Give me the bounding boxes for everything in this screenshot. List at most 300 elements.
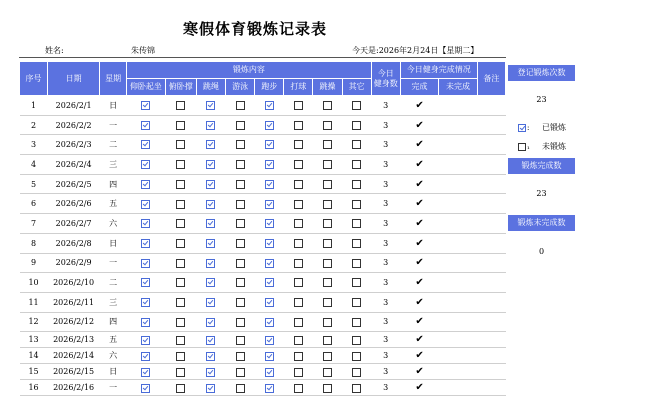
exercise-checkbox[interactable]	[236, 318, 245, 327]
exercise-checkbox[interactable]	[176, 101, 185, 110]
exercise-checkbox[interactable]	[176, 352, 185, 361]
exercise-checkbox[interactable]	[294, 101, 303, 110]
exercise-checkbox[interactable]	[236, 278, 245, 287]
row-note	[477, 332, 505, 348]
row-date: 2026/2/8	[48, 233, 100, 253]
row-count: 3	[371, 348, 400, 364]
row-weekday: 四	[100, 312, 127, 332]
exercise-cell	[342, 96, 371, 116]
exercise-cell	[226, 380, 255, 396]
exercise-checkbox[interactable]	[352, 160, 361, 169]
row-count: 3	[371, 233, 400, 253]
exercise-checkbox[interactable]	[294, 259, 303, 268]
exercise-checkbox[interactable]	[323, 298, 332, 307]
exercise-checkbox[interactable]	[323, 352, 332, 361]
exercise-checkbox[interactable]	[323, 140, 332, 149]
header-item: 跑步	[255, 79, 284, 96]
exercise-cell	[226, 174, 255, 194]
exercise-checkbox[interactable]	[176, 239, 185, 248]
exercise-cell	[342, 380, 371, 396]
exercise-checkbox[interactable]	[323, 121, 332, 130]
exercise-cell	[196, 380, 225, 396]
name-value: 朱传锦	[131, 46, 155, 55]
exercise-checkbox[interactable]	[176, 318, 185, 327]
table-row	[20, 348, 506, 364]
row-undone	[439, 214, 478, 234]
exercise-checkbox[interactable]	[294, 160, 303, 169]
row-done-mark: ✔	[400, 380, 439, 396]
exercise-cell	[313, 364, 342, 380]
exercise-checkbox[interactable]	[236, 352, 245, 361]
exercise-checkbox-checked[interactable]	[206, 121, 215, 130]
exercise-cell	[165, 194, 196, 214]
exercise-checkbox-checked[interactable]	[141, 239, 150, 248]
exercise-cell	[127, 174, 166, 194]
exercise-cell	[196, 135, 225, 155]
exercise-checkbox[interactable]	[352, 101, 361, 110]
exercise-cell	[255, 135, 284, 155]
exercise-cell	[127, 348, 166, 364]
exercise-cell	[284, 214, 313, 234]
exercise-checkbox[interactable]	[236, 384, 245, 393]
exercise-checkbox-checked[interactable]	[141, 140, 150, 149]
exercise-cell	[196, 115, 225, 135]
exercise-checkbox-checked[interactable]	[206, 352, 215, 361]
exercise-checkbox[interactable]	[323, 180, 332, 189]
table-row	[20, 135, 506, 155]
exercise-checkbox-checked[interactable]	[206, 200, 215, 209]
exercise-cell	[127, 380, 166, 396]
exercise-cell	[255, 115, 284, 135]
row-number: 16	[20, 380, 48, 396]
row-count: 3	[371, 312, 400, 332]
exercise-cell	[165, 233, 196, 253]
exercise-checkbox-checked[interactable]	[265, 384, 274, 393]
exercise-checkbox[interactable]	[294, 200, 303, 209]
exercise-cell	[313, 380, 342, 396]
exercise-checkbox[interactable]	[236, 180, 245, 189]
exercise-cell	[284, 233, 313, 253]
exercise-checkbox-checked[interactable]	[206, 219, 215, 228]
row-date: 2026/2/9	[48, 253, 100, 273]
row-note	[477, 312, 505, 332]
exercise-checkbox[interactable]	[352, 336, 361, 345]
exercise-cell	[127, 155, 166, 175]
exercise-checkbox[interactable]	[236, 101, 245, 110]
exercise-checkbox-checked[interactable]	[206, 140, 215, 149]
exercise-checkbox[interactable]	[323, 101, 332, 110]
exercise-cell	[127, 332, 166, 348]
exercise-cell	[196, 348, 225, 364]
exercise-checkbox[interactable]	[236, 140, 245, 149]
exercise-cell	[342, 332, 371, 348]
exercise-checkbox[interactable]	[352, 200, 361, 209]
exercise-checkbox[interactable]	[294, 219, 303, 228]
exercise-cell	[313, 312, 342, 332]
header-item: 游泳	[226, 79, 255, 96]
exercise-cell	[313, 273, 342, 293]
row-number: 9	[20, 253, 48, 273]
exercise-checkbox[interactable]	[176, 160, 185, 169]
exercise-checkbox-checked[interactable]	[206, 318, 215, 327]
row-done-mark: ✔	[400, 155, 439, 175]
exercise-checkbox-checked[interactable]	[141, 180, 150, 189]
row-number: 11	[20, 292, 48, 312]
exercise-cell	[165, 96, 196, 116]
exercise-checkbox[interactable]	[294, 368, 303, 377]
exercise-cell	[226, 273, 255, 293]
row-count: 3	[371, 155, 400, 175]
table-row	[20, 380, 506, 396]
row-date: 2026/2/15	[48, 364, 100, 380]
row-date: 2026/2/11	[48, 292, 100, 312]
exercise-cell	[284, 292, 313, 312]
log-count-value: 23	[536, 95, 547, 104]
exercise-cell	[342, 115, 371, 135]
exercise-cell	[127, 96, 166, 116]
row-weekday: 三	[100, 155, 127, 175]
row-done-mark: ✔	[400, 364, 439, 380]
exercise-checkbox[interactable]	[323, 384, 332, 393]
exercise-checkbox-checked[interactable]	[265, 200, 274, 209]
exercise-checkbox[interactable]	[352, 121, 361, 130]
exercise-cell	[342, 174, 371, 194]
header-no: 序号	[20, 62, 48, 96]
exercise-cell	[342, 312, 371, 332]
exercise-checkbox[interactable]	[294, 121, 303, 130]
exercise-cell	[342, 253, 371, 273]
exercise-checkbox-checked[interactable]	[141, 336, 150, 345]
exercise-cell	[313, 332, 342, 348]
table-row	[20, 332, 506, 348]
exercise-cell	[255, 348, 284, 364]
exercise-checkbox[interactable]	[294, 180, 303, 189]
exercise-cell	[284, 332, 313, 348]
exercise-checkbox-checked[interactable]	[206, 239, 215, 248]
row-undone	[439, 292, 478, 312]
row-done-mark: ✔	[400, 194, 439, 214]
row-number: 7	[20, 214, 48, 234]
exercise-cell	[165, 364, 196, 380]
checkbox-checked-icon	[518, 124, 526, 132]
exercise-checkbox-checked[interactable]	[206, 180, 215, 189]
exercise-checkbox[interactable]	[176, 368, 185, 377]
exercise-cell	[255, 96, 284, 116]
exercise-cell	[284, 253, 313, 273]
exercise-checkbox[interactable]	[352, 318, 361, 327]
exercise-cell	[226, 253, 255, 273]
exercise-checkbox[interactable]	[236, 239, 245, 248]
exercise-checkbox[interactable]	[323, 160, 332, 169]
row-note	[477, 155, 505, 175]
exercise-cell	[226, 233, 255, 253]
row-number: 12	[20, 312, 48, 332]
exercise-checkbox[interactable]	[236, 200, 245, 209]
exercise-cell	[284, 155, 313, 175]
header-count: 今日 健身数	[371, 62, 400, 96]
exercise-checkbox[interactable]	[323, 278, 332, 287]
exercise-checkbox-checked[interactable]	[206, 298, 215, 307]
exercise-cell	[255, 253, 284, 273]
exercise-cell	[196, 233, 225, 253]
exercise-cell	[127, 312, 166, 332]
exercise-checkbox[interactable]	[323, 318, 332, 327]
exercise-checkbox-checked[interactable]	[265, 180, 274, 189]
exercise-checkbox[interactable]	[176, 298, 185, 307]
exercise-checkbox[interactable]	[176, 384, 185, 393]
exercise-checkbox[interactable]	[294, 336, 303, 345]
header-undone: 未完成	[439, 79, 478, 96]
exercise-checkbox[interactable]	[176, 278, 185, 287]
row-undone	[439, 332, 478, 348]
row-number: 6	[20, 194, 48, 214]
exercise-checkbox-checked[interactable]	[206, 384, 215, 393]
exercise-checkbox-checked[interactable]	[141, 219, 150, 228]
exercise-checkbox-checked[interactable]	[206, 368, 215, 377]
exercise-checkbox[interactable]	[236, 219, 245, 228]
row-number: 5	[20, 174, 48, 194]
row-weekday: 五	[100, 332, 127, 348]
legend-checked-symbol: :	[527, 123, 530, 132]
exercise-cell	[284, 312, 313, 332]
exercise-cell	[284, 96, 313, 116]
exercise-checkbox-checked[interactable]	[265, 160, 274, 169]
row-date: 2026/2/10	[48, 273, 100, 293]
exercise-cell	[127, 253, 166, 273]
exercise-cell	[284, 273, 313, 293]
row-count: 3	[371, 115, 400, 135]
exercise-checkbox[interactable]	[352, 278, 361, 287]
exercise-cell	[226, 332, 255, 348]
exercise-checkbox-checked[interactable]	[265, 101, 274, 110]
exercise-checkbox[interactable]	[323, 200, 332, 209]
exercise-checkbox-checked[interactable]	[265, 219, 274, 228]
exercise-checkbox-checked[interactable]	[265, 318, 274, 327]
row-count: 3	[371, 364, 400, 380]
exercise-checkbox[interactable]	[236, 298, 245, 307]
exercise-checkbox[interactable]	[323, 336, 332, 345]
row-weekday: 三	[100, 292, 127, 312]
exercise-cell	[255, 364, 284, 380]
row-count: 3	[371, 292, 400, 312]
exercise-checkbox-checked[interactable]	[206, 278, 215, 287]
exercise-cell	[313, 214, 342, 234]
exercise-checkbox[interactable]	[352, 180, 361, 189]
exercise-checkbox[interactable]	[294, 384, 303, 393]
exercise-checkbox[interactable]	[323, 219, 332, 228]
checkbox-empty-icon	[518, 143, 526, 151]
row-note	[477, 174, 505, 194]
exercise-checkbox[interactable]	[176, 219, 185, 228]
today-date: 今天是:2026年2月24日【星期二】	[352, 46, 479, 55]
exercise-checkbox-checked[interactable]	[141, 298, 150, 307]
row-note	[477, 253, 505, 273]
exercise-cell	[284, 348, 313, 364]
legend-checked	[518, 122, 566, 133]
exercise-checkbox-checked[interactable]	[141, 259, 150, 268]
exercise-checkbox-checked[interactable]	[265, 278, 274, 287]
exercise-checkbox-checked[interactable]	[265, 239, 274, 248]
exercise-cell	[313, 96, 342, 116]
row-number: 8	[20, 233, 48, 253]
row-undone	[439, 348, 478, 364]
exercise-cell	[196, 273, 225, 293]
exercise-cell	[165, 155, 196, 175]
row-done-mark: ✔	[400, 233, 439, 253]
exercise-cell	[284, 115, 313, 135]
row-note	[477, 380, 505, 396]
exercise-cell	[127, 135, 166, 155]
exercise-checkbox-checked[interactable]	[265, 298, 274, 307]
row-number: 3	[20, 135, 48, 155]
exercise-checkbox-checked[interactable]	[141, 352, 150, 361]
exercise-cell	[342, 135, 371, 155]
done-count-label: 锻炼完成数	[508, 158, 575, 174]
row-note	[477, 194, 505, 214]
row-done-mark: ✔	[400, 214, 439, 234]
exercise-checkbox-checked[interactable]	[141, 101, 150, 110]
exercise-checkbox[interactable]	[176, 336, 185, 345]
row-note	[477, 292, 505, 312]
exercise-cell	[196, 292, 225, 312]
exercise-checkbox[interactable]	[236, 336, 245, 345]
row-date: 2026/2/1	[48, 96, 100, 116]
header-item: 其它	[342, 79, 371, 96]
exercise-checkbox[interactable]	[352, 140, 361, 149]
exercise-checkbox-checked[interactable]	[206, 160, 215, 169]
exercise-cell	[313, 174, 342, 194]
exercise-checkbox-checked[interactable]	[265, 352, 274, 361]
exercise-checkbox[interactable]	[294, 239, 303, 248]
exercise-checkbox[interactable]	[352, 298, 361, 307]
exercise-cell	[255, 332, 284, 348]
row-undone	[439, 253, 478, 273]
exercise-cell	[284, 174, 313, 194]
exercise-checkbox[interactable]	[323, 368, 332, 377]
row-weekday: 一	[100, 253, 127, 273]
exercise-checkbox[interactable]	[294, 278, 303, 287]
exercise-checkbox-checked[interactable]	[265, 140, 274, 149]
exercise-cell	[196, 174, 225, 194]
exercise-checkbox-checked[interactable]	[265, 336, 274, 345]
exercise-cell	[342, 233, 371, 253]
exercise-checkbox[interactable]	[236, 160, 245, 169]
row-weekday: 四	[100, 174, 127, 194]
exercise-checkbox-checked[interactable]	[265, 368, 274, 377]
row-undone	[439, 135, 478, 155]
row-done-mark: ✔	[400, 115, 439, 135]
exercise-cell	[313, 233, 342, 253]
exercise-log-table	[19, 61, 506, 396]
exercise-cell	[284, 364, 313, 380]
row-done-mark: ✔	[400, 292, 439, 312]
exercise-checkbox-checked[interactable]	[206, 259, 215, 268]
exercise-cell	[342, 155, 371, 175]
exercise-cell	[165, 174, 196, 194]
exercise-cell	[255, 233, 284, 253]
exercise-cell	[226, 348, 255, 364]
row-count: 3	[371, 174, 400, 194]
exercise-checkbox[interactable]	[352, 259, 361, 268]
exercise-cell	[196, 364, 225, 380]
row-number: 2	[20, 115, 48, 135]
exercise-checkbox-checked[interactable]	[206, 101, 215, 110]
exercise-checkbox[interactable]	[294, 298, 303, 307]
exercise-checkbox[interactable]	[236, 121, 245, 130]
exercise-checkbox[interactable]	[176, 140, 185, 149]
exercise-checkbox-checked[interactable]	[141, 200, 150, 209]
table-row	[20, 174, 506, 194]
exercise-checkbox-checked[interactable]	[141, 384, 150, 393]
row-date: 2026/2/2	[48, 115, 100, 135]
exercise-checkbox[interactable]	[176, 180, 185, 189]
exercise-cell	[165, 253, 196, 273]
table-row	[20, 273, 506, 293]
exercise-checkbox[interactable]	[352, 239, 361, 248]
exercise-checkbox[interactable]	[176, 259, 185, 268]
exercise-checkbox-checked[interactable]	[141, 318, 150, 327]
row-count: 3	[371, 273, 400, 293]
exercise-cell	[127, 273, 166, 293]
row-number: 13	[20, 332, 48, 348]
exercise-checkbox[interactable]	[323, 239, 332, 248]
exercise-checkbox-checked[interactable]	[141, 160, 150, 169]
row-count: 3	[371, 332, 400, 348]
exercise-checkbox-checked[interactable]	[141, 278, 150, 287]
exercise-checkbox-checked[interactable]	[265, 259, 274, 268]
exercise-checkbox[interactable]	[323, 259, 332, 268]
exercise-checkbox[interactable]	[352, 368, 361, 377]
exercise-checkbox[interactable]	[176, 200, 185, 209]
exercise-cell	[196, 332, 225, 348]
exercise-checkbox[interactable]	[352, 384, 361, 393]
exercise-checkbox[interactable]	[236, 368, 245, 377]
exercise-checkbox[interactable]	[176, 121, 185, 130]
table-row	[20, 96, 506, 116]
exercise-cell	[313, 292, 342, 312]
header-item: 跳绳	[196, 79, 225, 96]
header-content: 锻炼内容	[127, 62, 371, 79]
row-note	[477, 115, 505, 135]
exercise-checkbox[interactable]	[352, 352, 361, 361]
exercise-cell	[226, 292, 255, 312]
header-item: 仰卧起坐	[127, 79, 166, 96]
exercise-checkbox-checked[interactable]	[206, 336, 215, 345]
exercise-checkbox-checked[interactable]	[141, 368, 150, 377]
exercise-checkbox-checked[interactable]	[141, 121, 150, 130]
exercise-checkbox[interactable]	[236, 259, 245, 268]
header-item: 跳操	[313, 79, 342, 96]
exercise-cell	[313, 135, 342, 155]
exercise-cell	[165, 312, 196, 332]
row-undone	[439, 312, 478, 332]
exercise-cell	[196, 214, 225, 234]
exercise-checkbox[interactable]	[352, 219, 361, 228]
row-done-mark: ✔	[400, 273, 439, 293]
exercise-checkbox[interactable]	[294, 140, 303, 149]
row-done-mark: ✔	[400, 96, 439, 116]
exercise-checkbox-checked[interactable]	[265, 121, 274, 130]
row-date: 2026/2/14	[48, 348, 100, 364]
exercise-cell	[196, 155, 225, 175]
exercise-checkbox[interactable]	[294, 318, 303, 327]
table-row	[20, 253, 506, 273]
row-note	[477, 364, 505, 380]
header-item: 打球	[284, 79, 313, 96]
exercise-cell	[313, 155, 342, 175]
exercise-checkbox[interactable]	[294, 352, 303, 361]
header-status: 今日健身完成情况	[400, 62, 477, 79]
